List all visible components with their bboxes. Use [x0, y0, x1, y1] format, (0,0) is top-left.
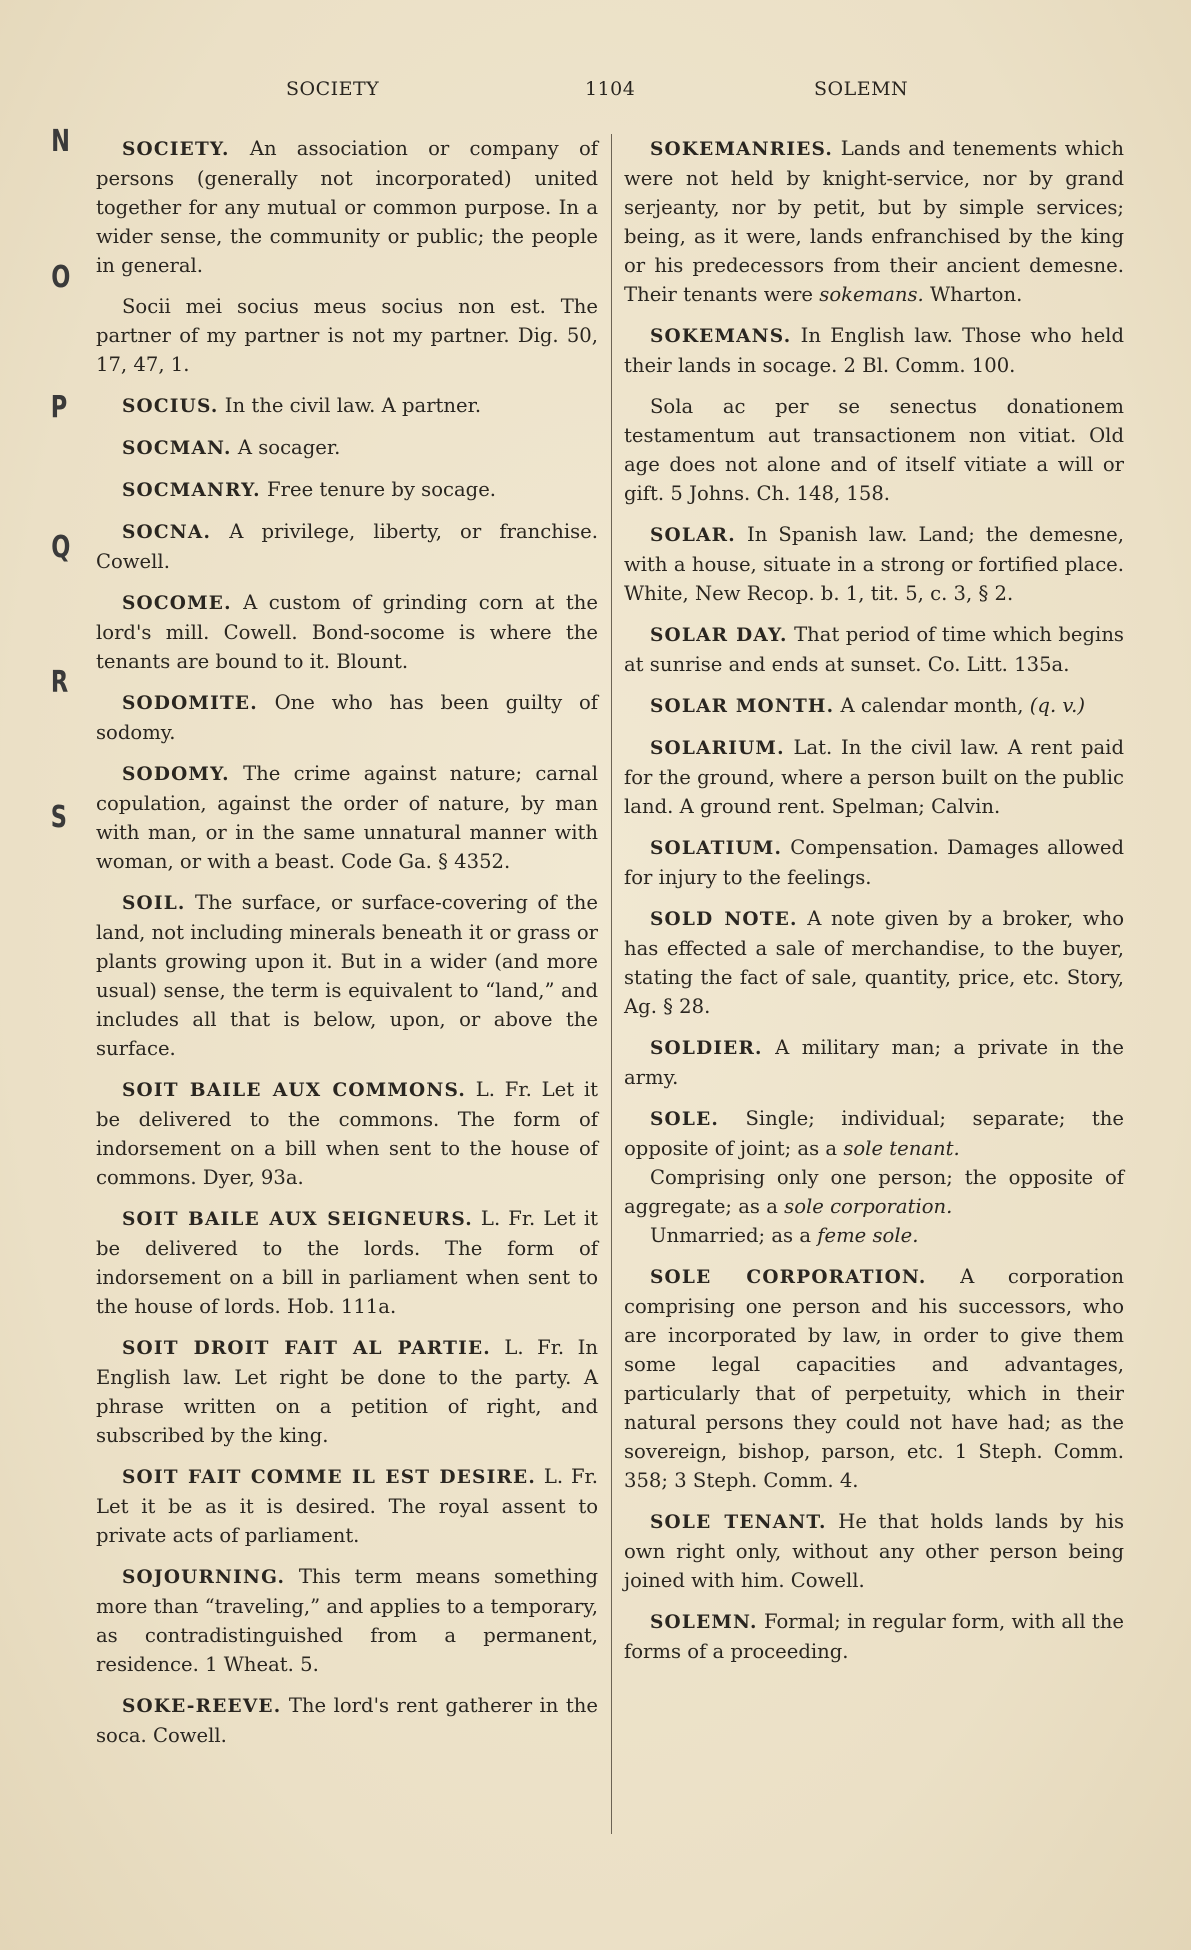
entry-paragraph [96, 1204, 598, 1321]
dictionary-entry [624, 134, 1124, 309]
entry-definition: An association or company of persons (generally not incorporated) united together for any mutual or common purpose. In a wider sense, the community or public; the people in general. [96, 137, 598, 277]
entry-paragraph [624, 620, 1124, 679]
entry-headword: SOIT BAILE AUX SEIGNEURS. [122, 1209, 473, 1230]
entry-definition: A custom of grinding corn at the lord's mill. Cowell. Bond-socome is where the tenants are bound to it. Blount. [96, 591, 598, 673]
entry-italic-term: sokemans. [813, 283, 924, 306]
entry-headword: SOIT BAILE AUX COMMONS. [122, 1080, 467, 1101]
dictionary-entry [624, 620, 1124, 679]
entry-paragraph [624, 321, 1124, 380]
dictionary-entry [96, 688, 598, 747]
entry-headword: SOLAR DAY. [650, 625, 788, 646]
entry-definition: A calendar month, [834, 694, 1024, 717]
entry-definition: L. Fr. Let it be delivered to the commons. The form of indorsement on a bill when sent to the house of commons. Dyer, 93a. [96, 1078, 599, 1189]
entry-definition: The surface, or surface-covering of the land, not including minerals beneath it or grass or plants growing upon it. But in a wider (and more usual) sense, the term is equivalent to “land,” and includes all that is below, upon, or above the surface. [96, 891, 598, 1060]
thumb-index-letter: R [50, 665, 69, 700]
entry-definition: L. Fr. In English law. Let right be done to the party. A phrase written on a petition of right, and subscribed by the king. [96, 1336, 598, 1447]
entry-subsense [624, 1163, 1124, 1221]
dictionary-entry [624, 321, 1124, 380]
entry-definition: The crime against nature; carnal copulation, against the order of nature, by man with man, or in the same unnatural manner with woman, or with a beast. Code Ga. § 4352. [96, 762, 598, 873]
entry-paragraph [624, 1507, 1124, 1595]
entry-definition: The lord's rent gatherer in the soca. Cowell. [96, 1694, 598, 1747]
subsense-italic-term: sole corporation. [777, 1195, 953, 1218]
entry-headword: SOCIUS. [122, 396, 219, 417]
entry-italic-term: sole tenant. [837, 1137, 960, 1160]
thumb-index-letter: S [50, 800, 67, 835]
entry-paragraph [624, 1262, 1124, 1495]
entry-paragraph [624, 691, 1124, 721]
entry-headword: SODOMY. [122, 764, 230, 785]
header-right-guide-word: SOLEMN [814, 78, 909, 100]
thumb-index-letter: N [51, 124, 70, 159]
entry-headword: SOLE TENANT. [650, 1512, 827, 1533]
entry-headword: SOLAR MONTH. [650, 696, 835, 717]
entry-definition: Lands and tenements which were not held by knight-service, nor by grand serjeanty, nor by petit, but by simple services; being, as it were, lands enfranchised by the king or his predecessors from their ancient demesne. Their tenants were [624, 137, 1124, 306]
entry-paragraph [96, 1562, 598, 1679]
dictionary-entry [624, 1033, 1124, 1092]
header-left-guide-word: SOCIETY [286, 78, 380, 100]
dictionary-entry [96, 433, 598, 463]
entry-headword: SOIL. [122, 893, 186, 914]
entry-paragraph [624, 520, 1124, 608]
entry-paragraph [96, 1462, 598, 1550]
dictionary-entry [96, 888, 598, 1063]
subsense-text: Comprising only one person; the opposite of aggregate; as a [624, 1166, 1124, 1218]
entry-definition: This term means something more than “traveling,” and applies to a temporary, as contradistinguished from a permanent, residence. 1 Wheat. 5. [96, 1565, 598, 1676]
entry-headword: SOLEMN. [650, 1612, 758, 1633]
dictionary-entry [96, 391, 598, 421]
entry-subsense [624, 1221, 1124, 1250]
entry-definition: In English law. Those who held their lands in socage. 2 Bl. Comm. 100. [624, 324, 1124, 377]
column-divider [611, 134, 612, 1834]
entry-headword: SOLARIUM. [650, 738, 785, 759]
dictionary-entry [96, 1204, 598, 1321]
entry-paragraph [96, 134, 598, 280]
entry-paragraph [96, 1333, 598, 1450]
entry-paragraph [624, 733, 1124, 821]
entry-headword: SOLE CORPORATION. [650, 1267, 927, 1288]
entry-headword: SOIT DROIT FAIT AL PARTIE. [122, 1338, 491, 1359]
thumb-index-letter: Q [51, 530, 71, 565]
entry-headword: SOLDIER. [650, 1038, 763, 1059]
entry-paragraph [96, 1691, 598, 1750]
entry-definition: A socager. [231, 436, 341, 459]
legal-maxim: Socii mei socius meus socius non est. The partner of my partner is not my partner. Dig. 50, 17, 47, 1. [96, 295, 598, 376]
entry-definition: A note given by a broker, who has effected a sale of merchandise, to the buyer, stating the fact of sale, quantity, price, etc. Story, Ag. § 28. [624, 907, 1124, 1018]
entry-paragraph [96, 475, 598, 505]
dictionary-entry [96, 134, 598, 280]
dictionary-entry [96, 1333, 598, 1450]
entry-headword: SOCMAN. [122, 438, 232, 459]
entry-definition: He that holds lands by his own right only, without any other person being joined with him. Cowell. [624, 1510, 1124, 1592]
entry-paragraph [96, 688, 598, 747]
entry-paragraph [96, 433, 598, 463]
dictionary-entry [96, 588, 598, 676]
subsense-text: Unmarried; as a [650, 1224, 812, 1247]
entry-headword: SOKEMANS. [650, 326, 792, 347]
entry-definition: A privilege, liberty, or franchise. Cowell. [96, 520, 598, 573]
dictionary-entry [96, 759, 598, 876]
entry-definition: Compensation. Damages allowed for injury to the feelings. [624, 836, 1124, 889]
entry-definition: In Spanish law. Land; the demesne, with a house, situate in a strong or fortified place. White, New Recop. b. 1, tit. 5, c. 3, § 2. [624, 523, 1124, 605]
entry-paragraph [96, 517, 598, 576]
entry-paragraph [96, 1075, 598, 1192]
entry-definition: In the civil law. A partner. [218, 394, 482, 417]
entry-headword: SOLAR. [650, 525, 736, 546]
entry-paragraph [96, 759, 598, 876]
dictionary-entry [624, 691, 1124, 721]
entry-headword: SODOMITE. [122, 693, 258, 714]
dictionary-entry [624, 1607, 1124, 1666]
entry-definition: Single; individual; separate; the opposite of joint; as a [624, 1107, 1124, 1160]
entry-definition: L. Fr. Let it be delivered to the lords. The form of indorsement on a bill in parliament when sent to the house of lords. Hob. 111a. [96, 1207, 598, 1318]
entry-definition: A military man; a private in the army. [624, 1036, 1124, 1089]
dictionary-entry [624, 904, 1124, 1021]
dictionary-entry [624, 1262, 1124, 1495]
entry-headword: SOCIETY. [122, 139, 230, 160]
entry-definition: That period of time which begins at sunrise and ends at sunset. Co. Litt. 135a. [624, 623, 1124, 676]
entry-paragraph [624, 134, 1124, 309]
entry-paragraph [624, 1033, 1124, 1092]
entry-headword: SOLD NOTE. [650, 909, 798, 930]
entry-paragraph [624, 833, 1124, 892]
entry-headword: SOKEMANRIES. [650, 139, 834, 160]
dictionary-entry [96, 475, 598, 505]
dictionary-entry [624, 520, 1124, 608]
thumb-index-letter: P [50, 390, 68, 425]
entry-paragraph [96, 391, 598, 421]
right-column [624, 134, 1124, 1678]
dictionary-entry [96, 1462, 598, 1550]
entry-headword: SOLATIUM. [650, 838, 783, 859]
page-number: 1104 [585, 78, 636, 100]
entry-headword: SOCOME. [122, 593, 232, 614]
entry-definition: L. Fr. Let it be as it is desired. The royal assent to private acts of parliament. [96, 1465, 598, 1547]
entry-headword: SOCNA. [122, 522, 212, 543]
entry-paragraph [96, 588, 598, 676]
dictionary-entry [96, 1562, 598, 1679]
dictionary-entry [624, 1507, 1124, 1595]
entry-paragraph [624, 1104, 1124, 1163]
entry-paragraph [96, 888, 598, 1063]
entry-headword: SOCMANRY. [122, 480, 261, 501]
dictionary-entry [96, 1075, 598, 1192]
thumb-index-letter: O [51, 260, 71, 295]
left-column [96, 134, 598, 1762]
entry-definition: One who has been guilty of sodomy. [96, 691, 598, 744]
entry-headword: SOJOURNING. [122, 1567, 286, 1588]
entry-definition: Free tenure by socage. [260, 478, 497, 501]
dictionary-entry [624, 833, 1124, 892]
dictionary-entry [96, 517, 598, 576]
entry-definition: Lat. In the civil law. A rent paid for the ground, where a person built on the public land. A ground rent. Spelman; Calvin. [624, 736, 1124, 818]
entry-italic-term: (q. v.) [1023, 694, 1086, 717]
dictionary-entry [624, 1104, 1124, 1250]
entry-headword: SOLE. [650, 1109, 720, 1130]
subsense-italic-term: feme sole. [811, 1224, 919, 1247]
legal-maxim: Sola ac per se senectus donationem testamentum aut transactionem non vitiat. Old age does not alone and of itself vitiate a will or gift. 5 Johns. Ch. 148, 158. [624, 395, 1124, 505]
running-header [270, 78, 930, 108]
entry-definition: Formal; in regular form, with all the forms of a proceeding. [624, 1610, 1124, 1663]
dictionary-entry [96, 1691, 598, 1750]
entry-paragraph [624, 904, 1124, 1021]
entry-headword: SOKE-REEVE. [122, 1696, 282, 1717]
entry-citation: Wharton. [923, 283, 1023, 306]
dictionary-entry [624, 733, 1124, 821]
entry-definition: A corporation comprising one person and his successors, who are incorporated by law, in order to give them some legal capacities and advantages, particularly that of perpetuity, which in their natural persons they could not have had; as the sovereign, bishop, parson, etc. 1 Steph. Comm. 358; 3 Steph. Comm. 4. [624, 1265, 1124, 1492]
entry-headword: SOIT FAIT COMME IL EST DESIRE. [122, 1467, 536, 1488]
entry-paragraph [624, 1607, 1124, 1666]
